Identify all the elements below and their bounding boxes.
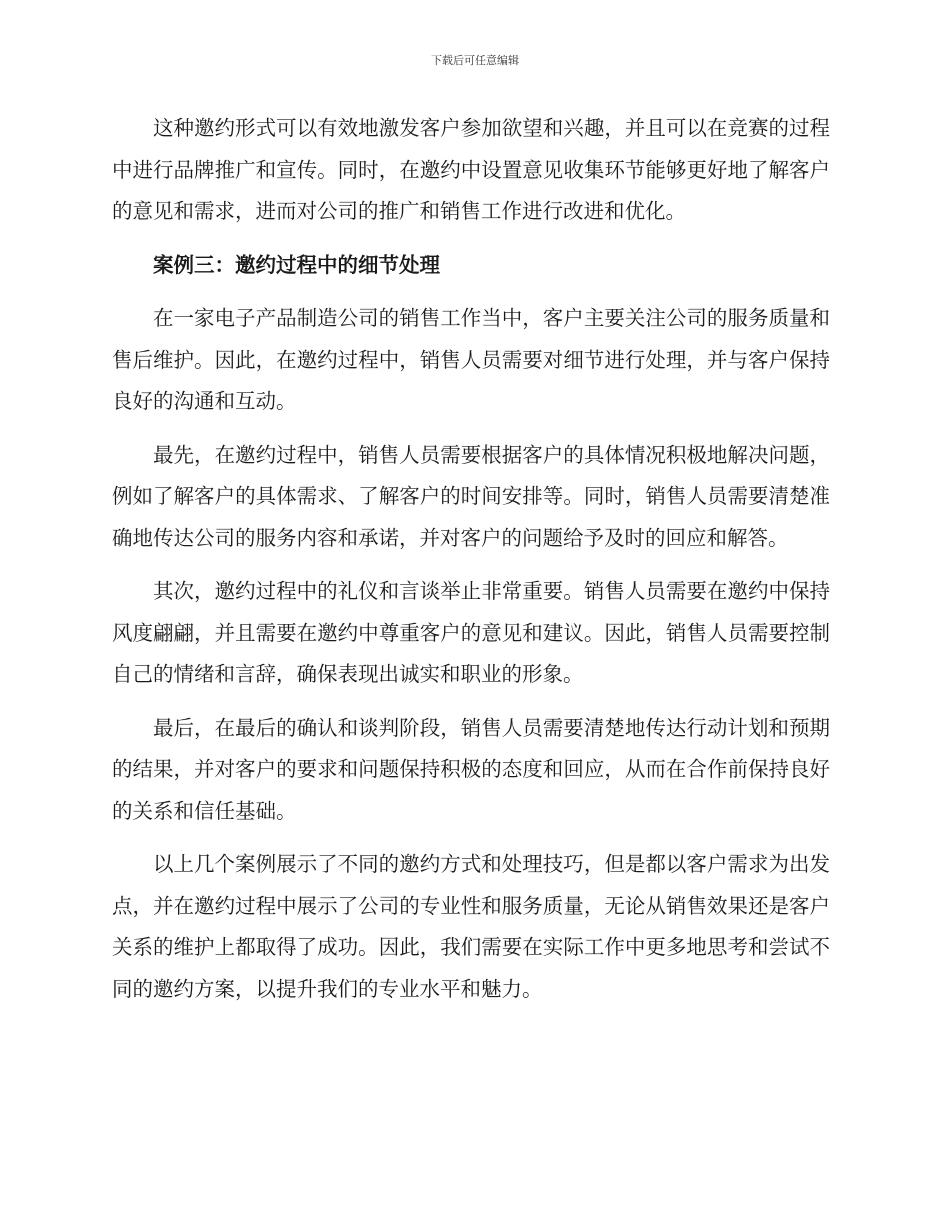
paragraph-summary: 以上几个案例展示了不同的邀约方式和处理技巧，但是都以客户需求为出发点，并在邀约过程中展示了公司的专业性和服务质量，无论从销售效果还是客户关系的维护上都取得了成功。因此，我们需要在实际工作中更多地思考和尝试不同的邀约方案，以提升我们的专业水平和魅力。 bbox=[112, 852, 830, 1001]
section-heading-case-three: 案例三：邀约过程中的细节处理 bbox=[153, 252, 440, 277]
paragraph-final-confirmation: 最后，在最后的确认和谈判阶段，销售人员需要清楚地传达行动计划和预期的结果，并对客户的要求和问题保持积极的态度和回应，从而在合作前保持良好的关系和信任基础。 bbox=[112, 715, 830, 823]
paragraph-invitation-effect: 这种邀约形式可以有效地激发客户参加欲望和兴趣，并且可以在竞赛的过程中进行品牌推广和宣传。同时，在邀约中设置意见收集环节能够更好地了解客户的意见和需求，进而对公司的推广和销售工作进行改进和优化。 bbox=[112, 116, 830, 223]
paragraph-first-step: 最先，在邀约过程中，销售人员需要根据客户的具体情况积极地解决问题，例如了解客户的具体需求、了解客户的时间安排等。同时，销售人员需要清楚准确地传达公司的服务内容和承诺，并对客户的问题给予及时的回应和解答。 bbox=[112, 442, 830, 550]
paragraph-electronics-company: 在一家电子产品制造公司的销售工作当中，客户主要关注公司的服务质量和售后维护。因此，在邀约过程中，销售人员需要对细节进行处理，并与客户保持良好的沟通和互动。 bbox=[112, 306, 830, 413]
document-body bbox=[112, 108, 830, 1022]
paragraph-etiquette: 其次，邀约过程中的礼仪和言谈举止非常重要。销售人员需要在邀约中保持风度翩翩，并且需要在邀约中尊重客户的意见和建议。因此，销售人员需要控制自己的情绪和言辞，确保表现出诚实和职业的形象。 bbox=[112, 579, 830, 686]
page-header: 下载后可任意编辑 bbox=[431, 54, 519, 67]
